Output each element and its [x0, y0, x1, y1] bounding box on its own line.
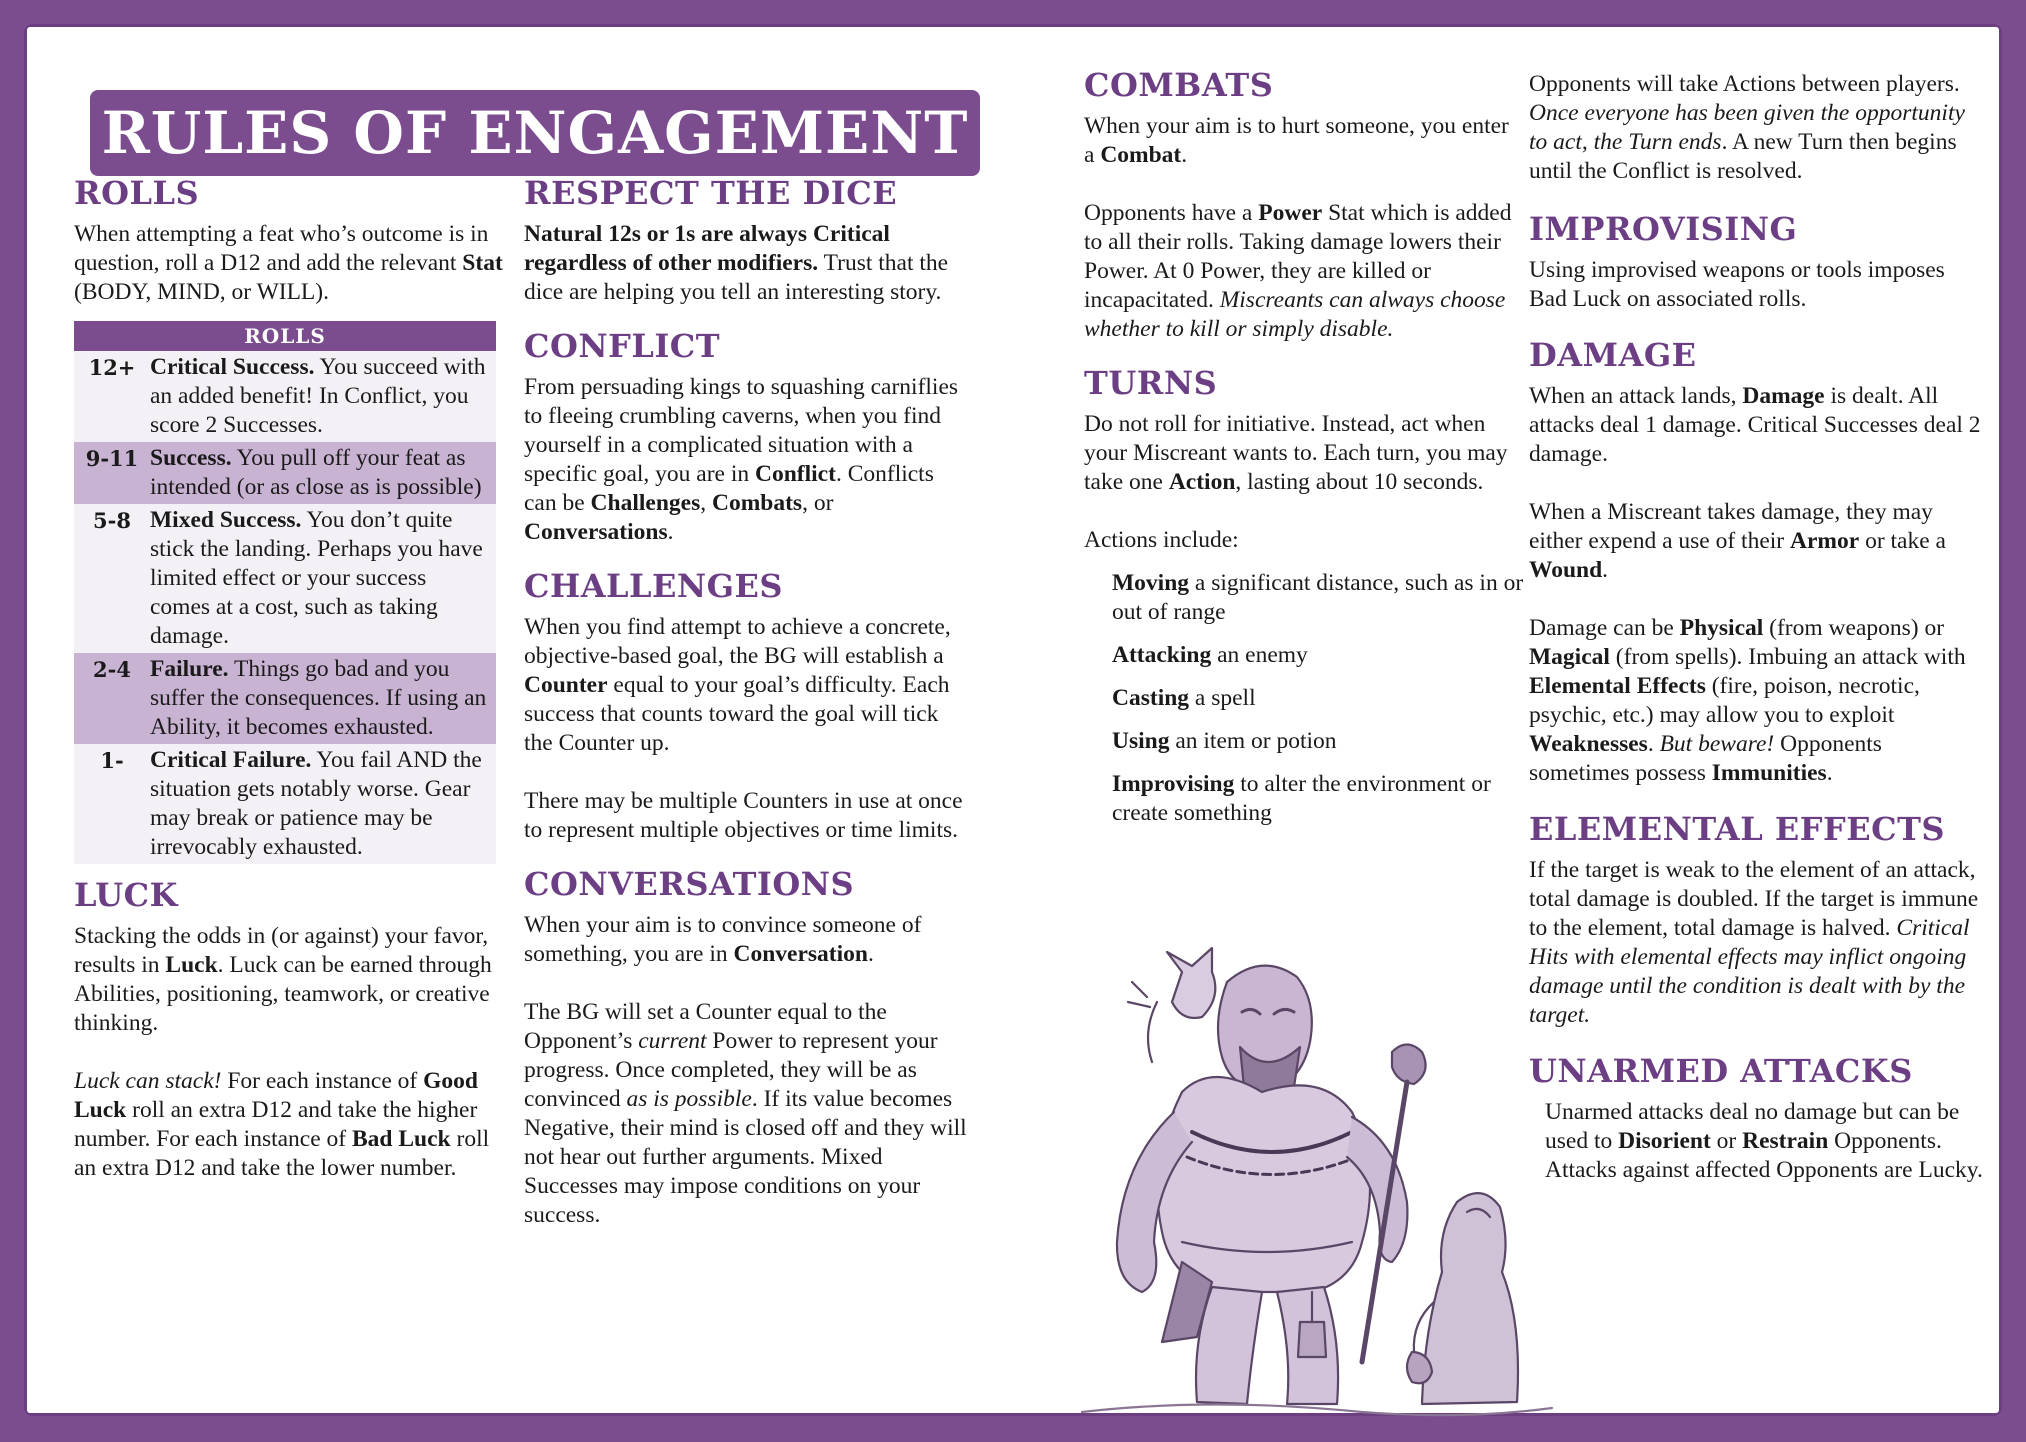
rolls-table	[74, 321, 496, 864]
action-text: to alter the environment or create something	[1112, 771, 1491, 826]
roll-label: Critical Failure.	[150, 747, 312, 773]
challenges-paragraph-1	[524, 613, 969, 758]
table-row	[74, 504, 496, 653]
roll-range: 1-	[100, 748, 124, 773]
respect-bold: Natural 12s or 1s are always Critical regardless of other modifiers.	[524, 221, 890, 276]
elemental-text: If the target is weak to the element of an attack, total damage is doubled. If the target is immune to the element, total damage is halved.	[1529, 857, 1979, 941]
roll-label: Success.	[150, 445, 232, 471]
roll-label: Failure.	[150, 656, 229, 682]
table-row	[74, 351, 496, 442]
roll-description	[150, 353, 490, 440]
bad-luck-bold: Bad Luck	[352, 1126, 451, 1152]
action-text: an item or potion	[1169, 728, 1337, 754]
luck-text-end: roll an extra D12 and take the lower number.	[74, 1126, 490, 1181]
damage-bold: Damage	[1742, 383, 1825, 409]
conversations-text-end: .	[868, 941, 874, 967]
damage-text-end: .	[1826, 760, 1833, 786]
as-is-possible-italic: as is possible	[626, 1086, 752, 1112]
good-luck-bold: Good Luck	[74, 1068, 478, 1123]
actions-list	[1084, 569, 1524, 828]
table-row	[74, 442, 496, 504]
combats-text: Stat which is added to all their rolls. Taking damage lowers their Power. At 0 Power, they are killed or incapacitated.	[1084, 200, 1512, 313]
unarmed-heading: UNARMED ATTACKS	[1529, 1052, 1913, 1090]
luck-heading: LUCK	[74, 876, 178, 914]
action-name: Improvising	[1112, 771, 1235, 797]
challenges-bold: Challenges	[590, 490, 701, 516]
list-item	[1112, 684, 1524, 713]
disorient-bold: Disorient	[1618, 1128, 1711, 1154]
damage-text: .	[1647, 731, 1660, 757]
critical-hits-italic: Critical Hits with elemental effects may inflict ongoing damage until the condition is dealt with by the target.	[1529, 915, 1970, 1028]
page-title: RULES OF ENGAGEMENT	[101, 99, 969, 167]
conflict-text: , or	[802, 490, 834, 516]
conversations-paragraph-1	[524, 911, 969, 969]
elemental-effects-bold: Elemental Effects	[1529, 673, 1706, 699]
luck-stack-italic: Luck can stack!	[74, 1068, 222, 1094]
damage-text: Opponents sometimes possess	[1529, 731, 1882, 786]
luck-text: For each instance of	[221, 1068, 424, 1094]
action-bold: Action	[1168, 469, 1236, 495]
conflict-heading: CONFLICT	[524, 327, 721, 365]
combats-heading: COMBATS	[1084, 66, 1274, 104]
column-4	[1529, 70, 1984, 1185]
damage-paragraph-2	[1529, 498, 1984, 585]
roll-text: You succeed with an added benefit! In Conflict, you score 2 Successes.	[150, 354, 486, 438]
luck-paragraph-2	[74, 1067, 514, 1183]
rolls-intro	[74, 220, 514, 307]
combats-text: Opponents have a	[1084, 200, 1259, 226]
roll-label: Mixed Success.	[150, 507, 302, 533]
luck-text: roll an extra D12 and take the higher number. For each instance of	[74, 1097, 478, 1152]
column-2	[524, 174, 969, 1230]
luck-paragraph-1	[74, 922, 514, 1038]
weaknesses-bold: Weaknesses	[1529, 731, 1648, 757]
combats-text: When your aim is to hurt someone, you enter a	[1084, 113, 1509, 168]
elemental-paragraph	[1529, 856, 1984, 1030]
conflict-bold: Conflict	[755, 461, 836, 487]
roll-text: Things go bad and you suffer the consequences. If using an Ability, it becomes exhausted.	[150, 656, 487, 740]
conflict-paragraph	[524, 373, 969, 547]
but-beware-italic: But beware!	[1659, 731, 1775, 757]
conflict-text: From persuading kings to squashing carniflies to fleeing crumbling caverns, when you find yourself in a complicated situation with a specific goal, you are in	[524, 374, 959, 487]
conversations-bold: Conversations	[524, 519, 668, 545]
title-banner	[90, 90, 980, 176]
current-italic: current	[638, 1028, 707, 1054]
counter-bold: Counter	[524, 672, 608, 698]
miscreants-italic: Miscreants can always choose whether to kill or simply disable.	[1084, 287, 1506, 342]
luck-text-end: . Luck can be earned through Abilities, positioning, teamwork, or creative thinking.	[74, 952, 492, 1036]
action-name: Casting	[1112, 685, 1190, 711]
damage-paragraph-1	[1529, 382, 1984, 469]
table-row	[74, 653, 496, 744]
roll-text: You fail AND the situation gets notably worse. Gear may break or patience may be irrevocably exhausted.	[150, 747, 482, 860]
damage-text-end: .	[1602, 557, 1609, 583]
roll-text: You don’t quite stick the landing. Perhaps you have limited effect or your success comes at a cost, such as taking damage.	[150, 507, 483, 649]
magical-bold: Magical	[1529, 644, 1610, 670]
conflict-text-end: .	[667, 519, 674, 545]
roll-range: 2-4	[93, 657, 131, 682]
power-bold: Power	[1258, 200, 1323, 226]
combats-text-end: .	[1181, 142, 1188, 168]
action-name: Attacking	[1112, 642, 1212, 668]
combats-paragraph-1	[1084, 112, 1524, 170]
damage-text: When an attack lands,	[1529, 383, 1743, 409]
roll-range: 9-11	[85, 446, 139, 471]
damage-text: (from weapons) or	[1763, 615, 1945, 641]
roll-description	[150, 655, 490, 742]
damage-text-end: is dealt. All attacks deal 1 damage. Critical Successes deal 2 damage.	[1529, 383, 1981, 467]
challenges-heading: CHALLENGES	[524, 567, 783, 605]
roll-text: You pull off your feat as intended (or as close as is possible)	[150, 445, 482, 500]
luck-text: Stacking the odds in (or against) your favor, results in	[74, 923, 489, 978]
armor-bold: Armor	[1790, 528, 1860, 554]
roll-range: 5-8	[93, 508, 131, 533]
elemental-heading: ELEMENTAL EFFECTS	[1529, 810, 1945, 848]
turn-end-text: Opponents will take Actions between players.	[1529, 71, 1960, 97]
turn-end-italic: Once everyone has been given the opportunity to act, the Turn ends	[1529, 100, 1965, 155]
conflict-text: ,	[700, 490, 712, 516]
turns-heading: TURNS	[1084, 364, 1218, 402]
conversations-paragraph-2	[524, 998, 969, 1230]
combats-bold: Combats	[711, 490, 803, 516]
respect-text: Trust that the dice are helping you tell an interesting story.	[524, 250, 949, 305]
rolls-intro-text: When attempting a feat who’s outcome is in question, roll a D12 and add the relevant	[74, 221, 489, 276]
turn-end-paragraph	[1529, 70, 1984, 186]
rolls-heading: ROLLS	[74, 174, 200, 212]
wound-bold: Wound	[1529, 557, 1603, 583]
rolls-intro-bold: Stat	[462, 250, 503, 276]
column-1	[74, 174, 514, 1183]
conflict-text: . Conflicts can be	[524, 461, 934, 516]
list-item	[1112, 569, 1524, 627]
unarmed-text-end: Opponents. Attacks against affected Opponents are Lucky.	[1545, 1128, 1983, 1183]
column-3	[1084, 66, 1524, 842]
combats-paragraph-2	[1084, 199, 1524, 344]
turns-paragraph	[1084, 410, 1524, 497]
luck-bold: Luck	[165, 952, 218, 978]
roll-description	[150, 444, 490, 502]
turns-text-end: , lasting about 10 seconds.	[1235, 469, 1484, 495]
damage-text: Damage can be	[1529, 615, 1680, 641]
conversations-text: The BG will set a Counter equal to the Opponent’s	[524, 999, 887, 1054]
unarmed-paragraph	[1529, 1098, 1984, 1185]
conversation-bold: Conversation	[733, 941, 868, 967]
roll-label: Critical Success.	[150, 354, 315, 380]
conversations-text: Power to represent your progress. Once completed, they will be as convinced	[524, 1028, 938, 1112]
action-text: an enemy	[1211, 642, 1308, 668]
physical-bold: Physical	[1679, 615, 1764, 641]
actions-intro: Actions include:	[1084, 527, 1239, 553]
roll-description	[150, 746, 490, 862]
conversations-heading: CONVERSATIONS	[524, 865, 855, 903]
list-item	[1112, 727, 1524, 756]
improvising-paragraph: Using improvised weapons or tools imposes Bad Luck on associated rolls.	[1529, 257, 1945, 312]
damage-text: When a Miscreant takes damage, they may either expend a use of their	[1529, 499, 1933, 554]
challenges-paragraph-2: There may be multiple Counters in use at once to represent multiple objectives or time limits.	[524, 788, 963, 843]
combat-bold: Combat	[1100, 142, 1182, 168]
improvising-heading: IMPROVISING	[1529, 210, 1798, 248]
conversations-text-end: . If its value becomes Negative, their mind is closed off and they will not hear out further arguments. Mixed Successes may impose conditions on your success.	[524, 1086, 967, 1228]
action-text: a significant distance, such as in or out of range	[1112, 570, 1524, 625]
immunities-bold: Immunities	[1711, 760, 1827, 786]
damage-text: (from spells). Imbuing an attack with	[1609, 644, 1966, 670]
respect-paragraph	[524, 220, 969, 307]
restrain-bold: Restrain	[1742, 1128, 1829, 1154]
rolls-table-header: ROLLS	[74, 321, 496, 351]
list-item	[1112, 641, 1524, 670]
ogre-sketch-illustration	[1062, 942, 1562, 1422]
unarmed-text: or	[1710, 1128, 1743, 1154]
damage-text: or take a	[1859, 528, 1946, 554]
challenges-text: When you find attempt to achieve a concrete, objective-based goal, the BG will establish a	[524, 614, 951, 669]
page-sheet	[24, 24, 2002, 1416]
roll-range: 12+	[88, 355, 136, 380]
conversations-text: When your aim is to convince someone of something, you are in	[524, 912, 922, 967]
list-item	[1112, 770, 1524, 828]
action-text: a spell	[1189, 685, 1256, 711]
respect-heading: RESPECT THE DICE	[524, 174, 898, 212]
action-name: Moving	[1112, 570, 1190, 596]
table-row	[74, 744, 496, 864]
rolls-intro-end: (BODY, MIND, or WILL).	[74, 279, 329, 305]
damage-text: (fire, poison, necrotic, psychic, etc.) may allow you to exploit	[1529, 673, 1920, 728]
roll-description	[150, 506, 490, 651]
unarmed-text: Unarmed attacks deal no damage but can be used to	[1545, 1099, 1960, 1154]
damage-paragraph-3	[1529, 614, 1984, 788]
damage-heading: DAMAGE	[1529, 336, 1697, 374]
turns-text: Do not roll for initiative. Instead, act when your Miscreant wants to. Each turn, you may take one	[1084, 411, 1508, 495]
action-name: Using	[1112, 728, 1170, 754]
challenges-text-end: equal to your goal’s difficulty. Each success that counts toward the goal will tick the Counter up.	[524, 672, 950, 756]
turn-end-text-end: . A new Turn then begins until the Conflict is resolved.	[1529, 129, 1957, 184]
